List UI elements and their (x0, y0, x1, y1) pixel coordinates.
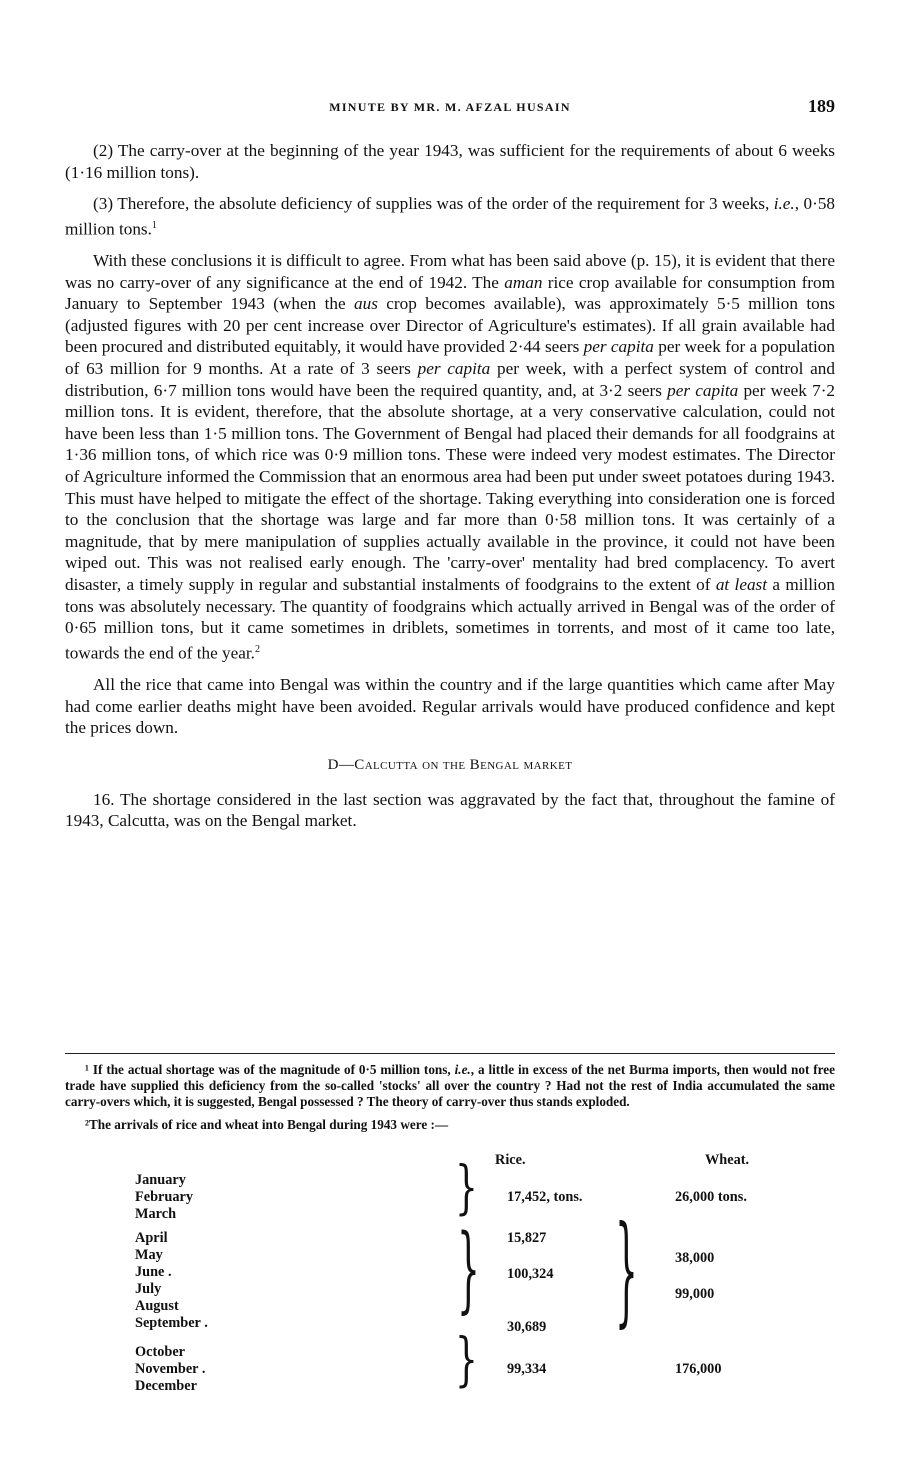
month-label: December (135, 1378, 197, 1394)
month-label: August (135, 1298, 179, 1314)
rice-column-header: Rice. (495, 1152, 526, 1168)
footnote-ref-2: 2 (254, 643, 260, 655)
month-label: April (135, 1230, 168, 1246)
month-label: February (135, 1189, 193, 1205)
wheat-column-header: Wheat. (705, 1152, 750, 1168)
paragraph-deficiency: (3) Therefore, the absolute deficiency of supplies was of the order of the requirement for 3 weeks, i.e., 0·58 million tons.$^1$ (65, 194, 836, 239)
paragraph-carry-over: (2) The carry-over at the beginning of the year 1943, was sufficient for the requirements of about 6 weeks (1·16 million tons). (65, 141, 835, 182)
running-head: MINUTE BY MR. M. AFZAL HUSAIN (329, 100, 571, 114)
page-header (65, 96, 835, 120)
brace-icon: } (455, 1155, 478, 1222)
rice-value: 15,827 (507, 1230, 547, 1246)
rice-value: 30,689 (507, 1319, 547, 1335)
month-label: September . (135, 1315, 208, 1331)
footnote-divider (65, 1053, 835, 1054)
footnote-ref-1: 1 (151, 219, 157, 231)
month-label: July (135, 1281, 162, 1297)
page-number: 189 (808, 96, 835, 116)
month-label: May (135, 1247, 163, 1263)
brace-icon: } (455, 1327, 478, 1394)
wheat-value: 176,000 (675, 1361, 722, 1377)
paragraph-rice-arrivals: All the rice that came into Bengal was within the country and if the large quantities which came after May had come earlier deaths might have been avoided. Regular arrivals would have produced confidence and kept the prices down. (65, 675, 835, 738)
month-label: October (135, 1344, 186, 1360)
rice-value: 99,334 (507, 1361, 547, 1377)
rice-value: 17,452, tons. (507, 1189, 583, 1205)
month-label: January (135, 1172, 186, 1188)
wheat-value: 38,000 (675, 1250, 715, 1266)
month-label: November . (135, 1361, 206, 1377)
month-label: June . (135, 1264, 172, 1280)
wheat-value: 99,000 (675, 1286, 715, 1302)
month-label: March (135, 1206, 177, 1222)
brace-icon: } (615, 1204, 638, 1341)
section-heading: D—Calcutta on the Bengal market (327, 756, 573, 773)
brace-icon: } (457, 1217, 480, 1324)
rice-value: 100,324 (507, 1266, 554, 1282)
footnotes (65, 1062, 835, 1139)
footnote-1: ¹ If the actual shortage was of the magnitude of 0·5 million tons, i.e., a little in excess of the net Burma imports, then would not free trade have supplied this deficiency from the so-called 'stocks' all over the country ? Had not the rest of India accumulated the same carry-overs which, it is suggested, Bengal possessed ? The theory of carry-over thus stands exploded. (65, 1062, 835, 1110)
paragraph-16: 16. The shortage considered in the last section was aggravated by the fact that, throughout the famine of 1943, Calcutta, was on the Bengal market. (65, 789, 835, 831)
paragraph-argument: With these conclusions it is difficult to agree. From what has been said above (p. 15), it is evident that there was no carry-over of any significance at the end of 1942. The aman rice crop available for consumption from January to September 1943 (when the aus crop becomes available), was approximately 5·5 million tons (adjusted figures with 20 per cent increase over Director of Agriculture's estimates). If all grain available had been procured and distributed equitably, it would have provided 2·44 seers per capita per week for a population of 63 million for 9 months. At a rate of 3 seers per capita per week, with a perfect system of control and distribution, 6·7 million tons would have been the required quantity, and, at 3·2 seers per capita per week 7·2 million tons. It is evident, therefore, that the absolute shortage, at a very conservative calculation, could not have been less than 1·5 million tons. The Government of Bengal had placed their demands for all foodgrains at 1·36 million tons, of which rice was 0·9 million tons. These were indeed very modest estimates. The Director of Agriculture informed the Commission that an enormous area had been put under sweet potatoes during 1943. This must have helped to mitigate the effect of the shortage. Taking everything into consideration one is forced to the conclusion that the shortage was large and far more than 0·58 million tons. It was certainly of a magnitude, that by mere manipulation of supplies actually available in the province, it could not have been wiped out. This was not realised early enough. The 'carry-over' mentality had bred complacency. To avert disaster, a timely supply in regular and substantial instalments of foodgrains to the extent of at least a million tons was absolutely necessary. The quantity of foodgrains which actually arrived in Bengal was of the order of 0·65 million tons, but it came sometimes in driblets, sometimes in torrents, and most of it came too late, towards the end of the year.$^2$ (65, 251, 836, 663)
main-text (65, 140, 835, 842)
wheat-value: 26,000 tons. (675, 1189, 747, 1205)
footnote-2: ²The arrivals of rice and wheat into Bengal during 1943 were :— (85, 1116, 449, 1132)
